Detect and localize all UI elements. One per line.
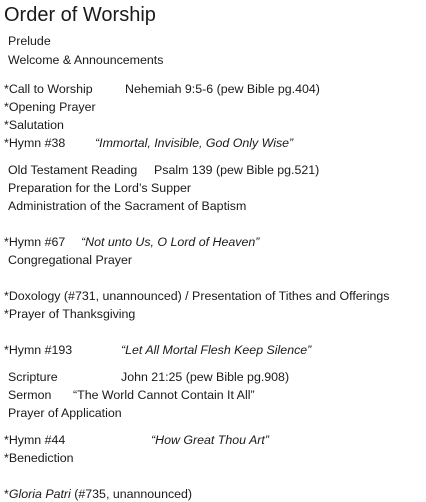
hymn-44-label: *Hymn #44 bbox=[4, 433, 66, 447]
gloria-star: * bbox=[4, 487, 9, 501]
item-congregational-prayer: Congregational Prayer bbox=[8, 253, 132, 267]
item-opening-prayer: *Opening Prayer bbox=[4, 100, 96, 114]
item-benediction: *Benediction bbox=[4, 451, 74, 465]
ot-reading-reference: Psalm 139 (pew Bible pg.521) bbox=[154, 163, 320, 177]
item-prayer-thanksgiving: *Prayer of Thanksgiving bbox=[4, 307, 136, 321]
item-welcome: Welcome & Announcements bbox=[8, 53, 164, 67]
hymn-193-title: “Let All Mortal Flesh Keep Silence” bbox=[121, 343, 312, 357]
hymn-38-label: *Hymn #38 bbox=[4, 136, 66, 150]
item-doxology: *Doxology (#731, unannounced) / Presentation of Tithes and Offerings bbox=[4, 289, 390, 303]
sermon-label: Sermon bbox=[8, 388, 52, 402]
item-salutation: *Salutation bbox=[4, 118, 64, 132]
sermon-title: “The World Cannot Contain It All” bbox=[73, 388, 255, 402]
item-baptism: Administration of the Sacrament of Baptism bbox=[8, 199, 247, 213]
call-to-worship-label: *Call to Worship bbox=[4, 82, 93, 96]
item-gloria-patri bbox=[4, 486, 192, 502]
item-prayer-application: Prayer of Application bbox=[8, 406, 122, 420]
hymn-193-label: *Hymn #193 bbox=[4, 343, 73, 357]
gloria-title: Gloria Patri bbox=[8, 487, 71, 501]
page-title: Order of Worship bbox=[4, 4, 156, 26]
scripture-label: Scripture bbox=[8, 370, 58, 384]
ot-reading-label: Old Testament Reading bbox=[8, 163, 138, 177]
hymn-67-label: *Hymn #67 bbox=[4, 235, 66, 249]
hymn-67-title: “Not unto Us, O Lord of Heaven” bbox=[81, 235, 260, 249]
item-prelude: Prelude bbox=[8, 34, 51, 48]
hymn-44-title: “How Great Thou Art” bbox=[151, 433, 269, 447]
scripture-reference: John 21:25 (pew Bible pg.908) bbox=[121, 370, 290, 384]
call-to-worship-reference: Nehemiah 9:5-6 (pew Bible pg.404) bbox=[125, 82, 320, 96]
gloria-note: (#735, unannounced) bbox=[70, 487, 193, 501]
item-preparation: Preparation for the Lord’s Supper bbox=[8, 181, 191, 195]
hymn-38-title: “Immortal, Invisible, God Only Wise” bbox=[95, 136, 294, 150]
